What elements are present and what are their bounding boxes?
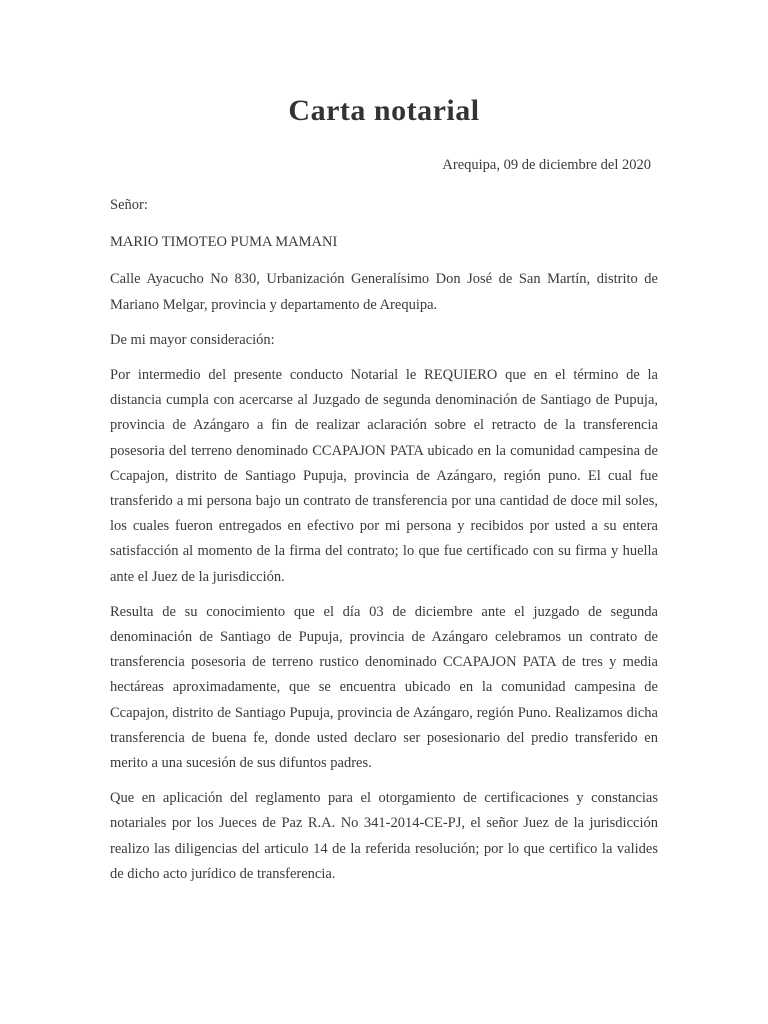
salutation: Señor: <box>110 197 148 213</box>
date-line: Arequipa, 09 de diciembre del 2020 <box>442 157 651 173</box>
body-paragraph-1: Por intermedio del presente conducto Notarial le REQUIERO que en el término de la distancia cumpla con acercarse al Juzgado de segunda denominación de Santiago de Pupuja, provincia de Azángaro a fin de realizar aclaración sobre el retracto de la transferencia posesoria del terreno denominado CCAPAJON PATA ubicado en la comunidad campesina de Ccapajon, distrito de Santiago Pupuja, provincia de Azángaro, región puno. El cual fue transferido a mi persona bajo un contrato de transferencia por una cantidad de doce mil soles, los cuales fueron entregados en efectivo por mi persona y recibidos por usted a su entera satisfacción al momento de la firma del contrato; lo que fue certificado con su firma y huella ante el Juez de la jurisdicción. <box>110 367 658 585</box>
greeting: De mi mayor consideración: <box>110 331 275 348</box>
recipient-address: Calle Ayacucho No 830, Urbanización Generalísimo Don José de San Martín, distrito de Mariano Melgar, provincia y departamento de Arequipa. <box>110 271 658 313</box>
document-title: Carta notarial <box>288 94 480 127</box>
body-paragraph-3: Que en aplicación del reglamento para el otorgamiento de certificaciones y constancias notariales por los Jueces de Paz R.A. No 341-2014-CE-PJ, el señor Juez de la jurisdicción realizo las diligencias del articulo 14 de la referida resolución; por lo que certifico la valides de dicho acto jurídico de transferencia. <box>110 790 658 882</box>
recipient-name: MARIO TIMOTEO PUMA MAMANI <box>110 234 338 251</box>
body-paragraph-2: Resulta de su conocimiento que el día 03 de diciembre ante el juzgado de segunda denominación de Santiago de Pupuja, provincia de Azángaro celebramos un contrato de transferencia posesoria de terreno rustico denominado CCAPAJON PATA de tres y media hectáreas aproximadamente, que se encuentra ubicado en la comunidad campesina de Ccapajon, distrito de Santiago Pupuja, provincia de Azángaro, región Puno. Realizamos dicha transferencia de buena fe, donde usted declaro ser posesionario del predio transferido en merito a una sucesión de sus difuntos padres. <box>110 603 658 772</box>
letter-body <box>110 193 658 897</box>
